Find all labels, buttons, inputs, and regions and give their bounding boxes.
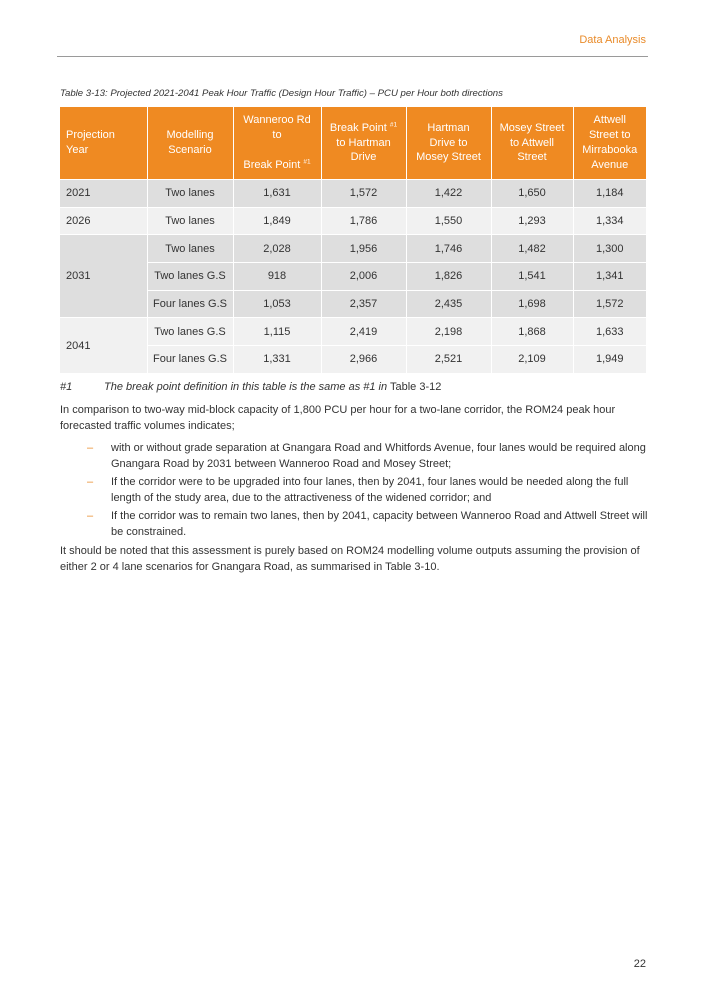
value-cell: 1,826 bbox=[406, 263, 491, 291]
value-cell: 1,293 bbox=[491, 207, 573, 235]
year-cell: 2041 bbox=[60, 318, 147, 373]
dash-bullet-icon: – bbox=[87, 476, 94, 488]
scenario-cell: Two lanes bbox=[147, 207, 233, 235]
value-cell: 2,028 bbox=[233, 235, 321, 263]
year-cell: 2026 bbox=[60, 207, 147, 235]
traffic-table bbox=[60, 107, 646, 373]
footnote-mark: #1 bbox=[60, 381, 73, 393]
value-cell: 1,115 bbox=[233, 318, 321, 346]
column-header-mosey-to-attwell: Mosey Street to Attwell Street bbox=[491, 107, 573, 180]
table-row bbox=[60, 207, 646, 235]
section-title: Data Analysis bbox=[579, 34, 646, 46]
page-number: 22 bbox=[633, 958, 646, 970]
value-cell: 1,746 bbox=[406, 235, 491, 263]
column-header-breakpoint-to-hartman: Break Point $^{\#1}$ to Hartman Drive bbox=[321, 107, 406, 180]
scenario-cell: Four lanes G.S bbox=[147, 290, 233, 318]
value-cell: 1,786 bbox=[321, 207, 406, 235]
table-row bbox=[60, 180, 646, 208]
value-cell: 2,966 bbox=[321, 346, 406, 373]
value-cell: 2,521 bbox=[406, 346, 491, 373]
value-cell: 2,357 bbox=[321, 290, 406, 318]
value-cell: 1,956 bbox=[321, 235, 406, 263]
header-divider bbox=[57, 56, 648, 57]
value-cell: 1,331 bbox=[233, 346, 321, 373]
scenario-cell: Two lanes bbox=[147, 235, 233, 263]
footnote-table-reference: Table 3-12 bbox=[389, 381, 442, 393]
value-cell: 1,650 bbox=[491, 180, 573, 208]
value-cell: 1,184 bbox=[573, 180, 646, 208]
table-footnote bbox=[60, 381, 441, 393]
table-row bbox=[60, 318, 646, 346]
value-cell: 1,633 bbox=[573, 318, 646, 346]
scenario-cell: Two lanes bbox=[147, 180, 233, 208]
value-cell: 2,435 bbox=[406, 290, 491, 318]
year-cell: 2031 bbox=[60, 235, 147, 318]
value-cell: 1,422 bbox=[406, 180, 491, 208]
value-cell: 1,300 bbox=[573, 235, 646, 263]
scenario-cell: Four lanes G.S bbox=[147, 346, 233, 373]
table-row bbox=[60, 346, 646, 373]
table-row bbox=[60, 290, 646, 318]
value-cell: 1,053 bbox=[233, 290, 321, 318]
closing-paragraph: It should be noted that this assessment is purely based on ROM24 modelling volume outputs assuming the provision of either 2 or 4 lane scenarios for Gnangara Road, as summarised in Table 3-10. bbox=[60, 545, 640, 573]
dash-bullet-icon: – bbox=[87, 510, 94, 522]
value-cell: 1,572 bbox=[573, 290, 646, 318]
value-cell: 1,849 bbox=[233, 207, 321, 235]
value-cell: 2,006 bbox=[321, 263, 406, 291]
value-cell: 1,550 bbox=[406, 207, 491, 235]
table-caption: Table 3-13: Projected 2021-2041 Peak Hour Traffic (Design Hour Traffic) – PCU per Hour both directions bbox=[60, 88, 503, 99]
value-cell: 2,198 bbox=[406, 318, 491, 346]
footnote-text: The break point definition in this table is the same as #1 in bbox=[104, 381, 388, 393]
table-header-row bbox=[60, 107, 646, 180]
value-cell: 1,949 bbox=[573, 346, 646, 373]
scenario-cell: Two lanes G.S bbox=[147, 318, 233, 346]
column-header-year: Projection Year bbox=[60, 107, 147, 180]
value-cell: 1,541 bbox=[491, 263, 573, 291]
value-cell: 2,109 bbox=[491, 346, 573, 373]
list-item-text: If the corridor was to remain two lanes, then by 2041, capacity between Wanneroo Road and Attwell Street will be constrained. bbox=[111, 510, 648, 538]
column-header-attwell-to-mirrabooka: Attwell Street to Mirrabooka Avenue bbox=[573, 107, 646, 180]
intro-paragraph: In comparison to two-way mid-block capacity of 1,800 PCU per hour for a two-lane corridor, the ROM24 peak hour forecasted traffic volumes indicates; bbox=[60, 404, 616, 432]
list-item-text: If the corridor were to be upgraded into four lanes, then by 2041, four lanes would be needed along the full length of the study area, due to the attractiveness of the widened corridor; and bbox=[111, 476, 629, 504]
column-header-scenario: Modelling Scenario bbox=[147, 107, 233, 180]
value-cell: 1,341 bbox=[573, 263, 646, 291]
value-cell: 1,698 bbox=[491, 290, 573, 318]
column-header-hartman-to-mosey: Hartman Drive to Mosey Street bbox=[406, 107, 491, 180]
dash-bullet-icon: – bbox=[87, 442, 94, 454]
value-cell: 1,868 bbox=[491, 318, 573, 346]
value-cell: 1,334 bbox=[573, 207, 646, 235]
list-item bbox=[60, 508, 650, 540]
value-cell: 2,419 bbox=[321, 318, 406, 346]
scenario-cell: Two lanes G.S bbox=[147, 263, 233, 291]
findings-list bbox=[60, 440, 650, 542]
value-cell: 918 bbox=[233, 263, 321, 291]
list-item bbox=[60, 440, 650, 472]
list-item-text: with or without grade separation at Gnangara Road and Whitfords Avenue, four lanes would be required along Gnangara Road by 2031 between Wanneroo Road and Mosey Street; bbox=[111, 442, 646, 470]
table-row bbox=[60, 263, 646, 291]
table-row bbox=[60, 235, 646, 263]
value-cell: 1,572 bbox=[321, 180, 406, 208]
list-item bbox=[60, 474, 650, 506]
column-header-wanneroo-to-breakpoint: Wanneroo Rd to Break Point $^{\#1}$ bbox=[233, 107, 321, 180]
year-cell: 2021 bbox=[60, 180, 147, 208]
value-cell: 1,631 bbox=[233, 180, 321, 208]
value-cell: 1,482 bbox=[491, 235, 573, 263]
